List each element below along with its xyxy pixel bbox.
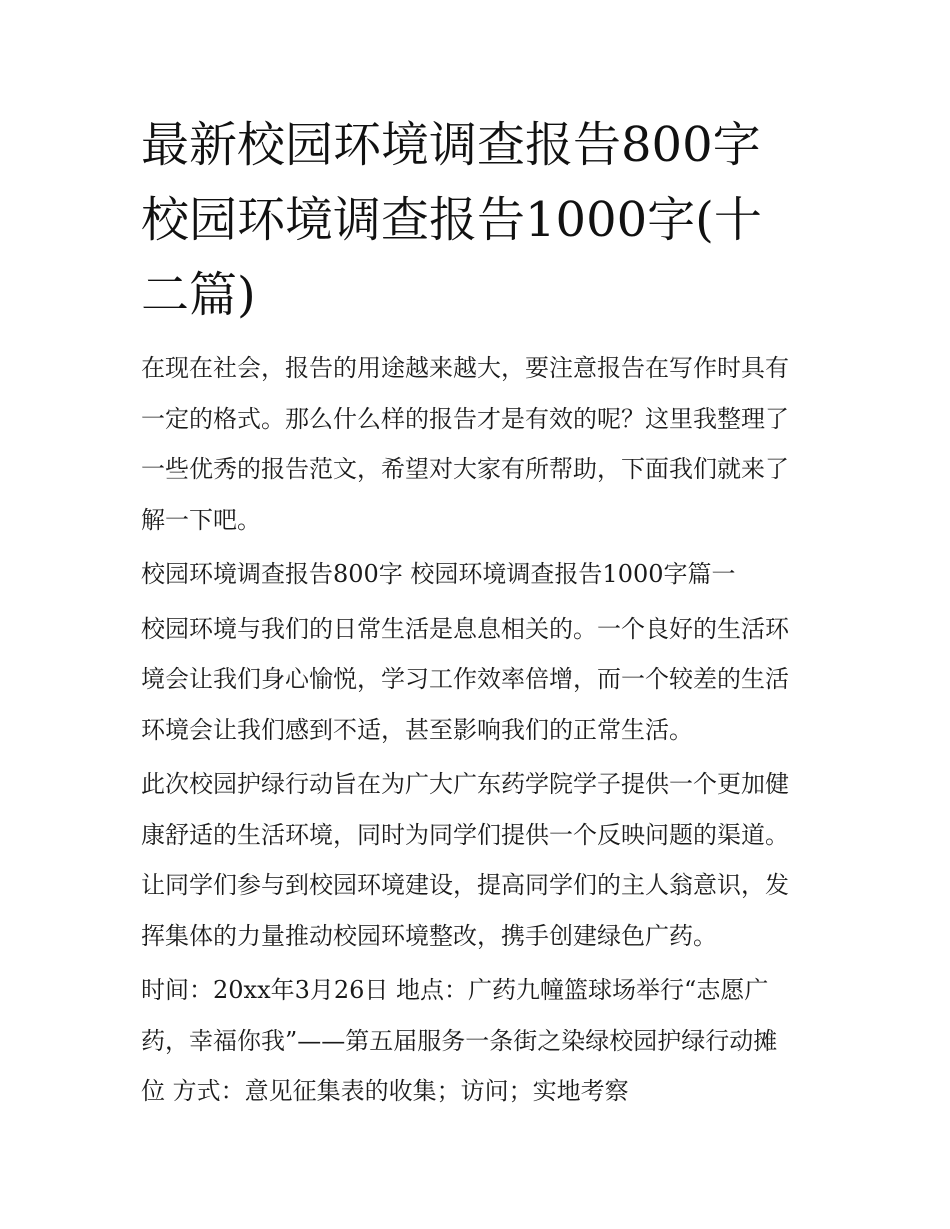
- text-line: 此次校园护绿行动旨在为广大广东药学院学子提供一个更加健: [141, 770, 789, 798]
- intro-paragraph: [141, 343, 813, 545]
- text-line: 校园环境与我们的日常生活是息息相关的。一个良好的生活环: [141, 614, 789, 643]
- text-line: 位 方式：意见征集表的收集；访问；实地考察: [141, 1077, 629, 1105]
- text-line: 校园环境调查报告800字 校园环境调查报告1000字篇一: [141, 560, 736, 588]
- text-line: 环境会让我们感到不适，甚至影响我们的正常生活。: [141, 715, 693, 744]
- title-line: 最新校园环境调查报告800字: [141, 117, 761, 173]
- text-line: 时间：20xx年3月26日 地点：广药九幢篮球场举行“志愿广: [141, 976, 769, 1004]
- document-body: [141, 343, 813, 1117]
- text-line: 挥集体的力量推动校园环境整改，携手创建绿色广药。: [141, 921, 717, 950]
- title-line: 二篇): [141, 267, 256, 323]
- body-paragraph: [141, 759, 813, 961]
- text-line: 让同学们参与到校园环境建设，提高同学们的主人翁意识，发: [141, 871, 789, 899]
- text-line: 一些优秀的报告范文，希望对大家有所帮助，下面我们就来了: [141, 455, 789, 483]
- text-line: 解一下吧。: [141, 505, 261, 534]
- text-line: 康舒适的生活环境，同时为同学们提供一个反映问题的渠道。: [141, 820, 789, 849]
- body-paragraph: [141, 965, 813, 1117]
- text-line: 在现在社会，报告的用途越来越大，要注意报告在写作时具有: [141, 354, 789, 382]
- text-line: 境会让我们身心愉悦，学习工作效率倍增，而一个较差的生活: [141, 665, 789, 693]
- text-line: 药，幸福你我”——第五届服务一条街之染绿校园护绿行动摊: [141, 1026, 778, 1055]
- document-content: [141, 108, 813, 1121]
- text-line: 一定的格式。那么什么样的报告才是有效的呢？这里我整理了: [141, 404, 789, 433]
- title-line: 校园环境调查报告1000字(十: [141, 192, 762, 248]
- body-paragraph: [141, 604, 813, 756]
- section-heading: [141, 549, 813, 600]
- document-title: [141, 108, 813, 333]
